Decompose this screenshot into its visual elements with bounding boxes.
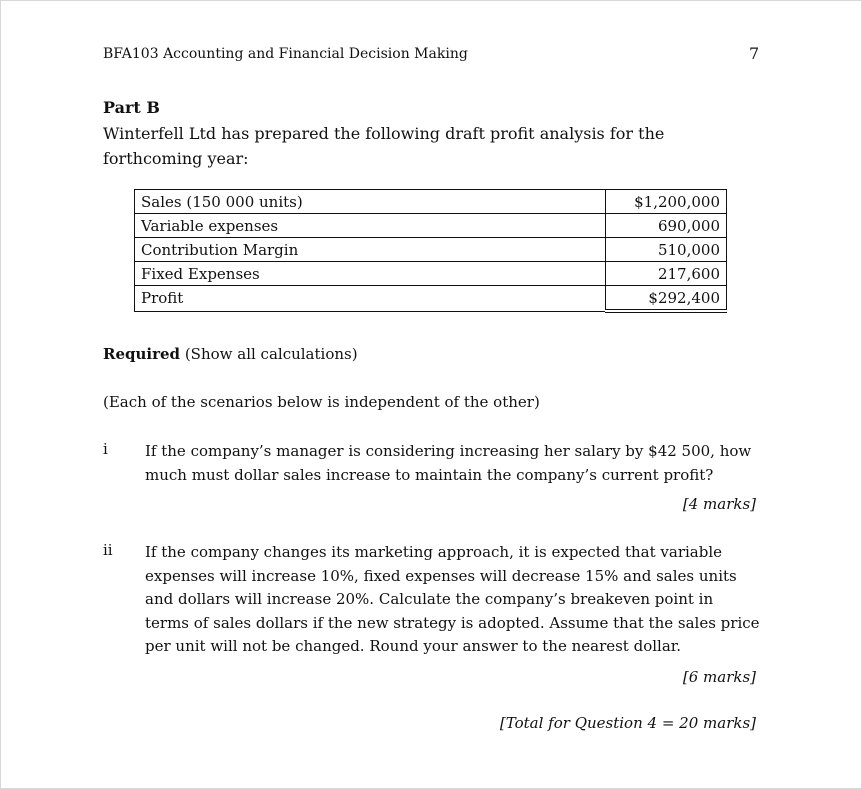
row-amount: 217,600 xyxy=(606,262,727,286)
question-marks: [4 marks] xyxy=(682,495,756,513)
required-heading xyxy=(103,345,358,363)
table-row xyxy=(135,286,727,312)
row-amount: $1,200,000 xyxy=(606,190,727,214)
question-number: ii xyxy=(103,541,113,559)
course-header: BFA103 Accounting and Financial Decision Making xyxy=(103,46,468,62)
intro-paragraph: Winterfell Ltd has prepared the following draft profit analysis for the forthcoming year: xyxy=(103,124,665,168)
required-detail: (Show all calculations) xyxy=(184,345,358,363)
row-label: Sales (150 000 units) xyxy=(135,190,606,214)
row-label: Fixed Expenses xyxy=(135,262,606,286)
table-row xyxy=(135,262,727,286)
page-number: 7 xyxy=(749,44,760,63)
table-row xyxy=(135,238,727,262)
part-title: Part B xyxy=(103,98,160,117)
table-row xyxy=(135,214,727,238)
scenario-note: (Each of the scenarios below is independent of the other) xyxy=(103,393,540,411)
question-number: i xyxy=(103,440,108,458)
question-marks: [6 marks] xyxy=(682,668,756,686)
row-amount: 690,000 xyxy=(606,214,727,238)
question-text: If the company’s manager is considering increasing her salary by $42 500, how much must dollar sales increase to maintain the company’s current profit? xyxy=(145,442,752,484)
question-total: [Total for Question 4 = 20 marks] xyxy=(499,714,756,732)
row-amount: $292,400 xyxy=(606,286,727,312)
row-label: Profit xyxy=(135,286,606,312)
table-row xyxy=(135,190,727,214)
row-label: Contribution Margin xyxy=(135,238,606,262)
profit-analysis-table xyxy=(134,189,727,313)
row-amount: 510,000 xyxy=(606,238,727,262)
row-label: Variable expenses xyxy=(135,214,606,238)
required-label: Required xyxy=(103,345,181,363)
question-text: If the company changes its marketing approach, it is expected that variable expenses will increase 10%, fixed expenses will decrease 15% and sales units and dollars will increase 20%. Calculate the company’s breakeven point in terms of sales dollars if the new strategy is adopted. Assume that the sales price per unit will not be changed. Round your answer to the nearest dollar. xyxy=(145,543,760,655)
